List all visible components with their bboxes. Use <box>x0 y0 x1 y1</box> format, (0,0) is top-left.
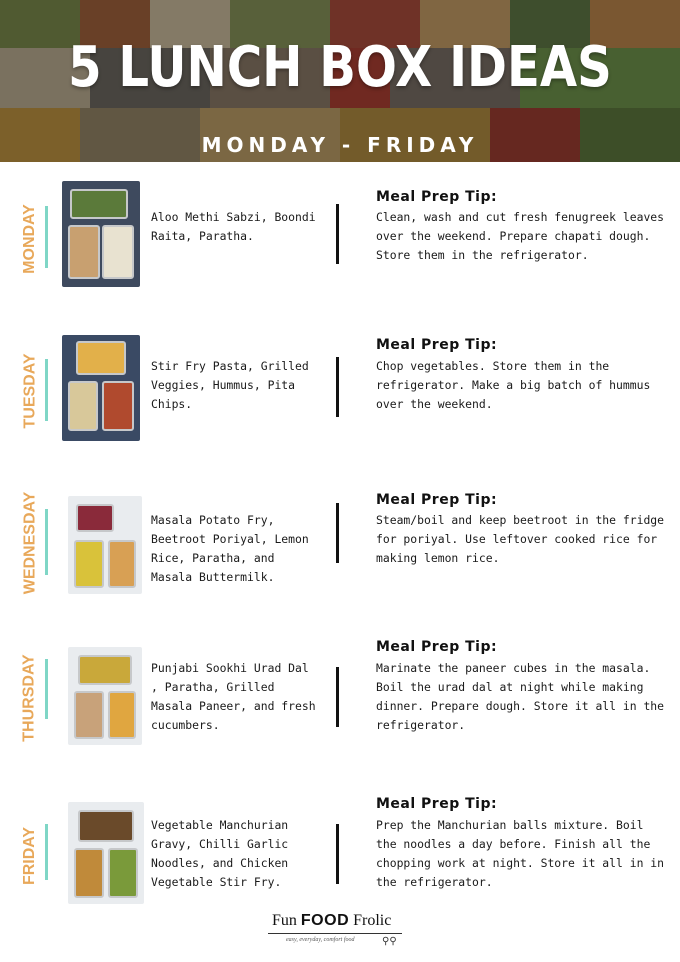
lunch-box-photo <box>68 647 142 745</box>
menu-text: Aloo Methi Sabzi, Boondi Raita, Paratha. <box>151 210 316 243</box>
day-row-monday <box>0 176 680 311</box>
day-row-friday <box>0 796 680 931</box>
tip-heading: Meal Prep Tip: <box>376 189 498 205</box>
day-row-tuesday <box>0 331 680 466</box>
brand-tagline: easy, everyday, comfort food <box>286 937 355 943</box>
menu-text: Stir Fry Pasta, Grilled Veggies, Hummus, Pita Chips. <box>151 359 309 411</box>
column-divider <box>336 667 339 727</box>
day-label: THURSDAY <box>21 654 39 742</box>
column-divider <box>336 824 339 884</box>
day-row-thursday <box>0 639 680 774</box>
tip-heading: Meal Prep Tip: <box>376 796 498 812</box>
day-row-wednesday <box>0 489 680 624</box>
day-label: TUESDAY <box>21 353 39 429</box>
accent-bar <box>45 659 48 719</box>
tip-text: Marinate the paneer cubes in the masala. Boil the urad dal at night while making dinner. Prepare dough. Store it all in the refrigerator. <box>376 661 665 732</box>
tip-heading: Meal Prep Tip: <box>376 639 498 655</box>
tip-text: Prep the Manchurian balls mixture. Boil the noodles a day before. Finish all the chopping work at night. Store it all in in the refrigerator. <box>376 818 665 889</box>
accent-bar <box>45 206 48 268</box>
tip-heading: Meal Prep Tip: <box>376 337 498 353</box>
lunch-box-photo <box>68 496 142 594</box>
brand-name: Fun FOOD Frolic <box>272 912 392 929</box>
menu-text: Masala Potato Fry, Beetroot Poriyal, Lemon Rice, Paratha, and Masala Buttermilk. <box>151 513 309 584</box>
lunch-box-photo <box>68 802 144 904</box>
utensils-icon: ⚲⚲ <box>382 936 397 947</box>
page-title: 5 LUNCH BOX IDEAS <box>68 35 612 100</box>
menu-text: Punjabi Sookhi Urad Dal , Paratha, Grilled Masala Paneer, and fresh cucumbers. <box>151 661 316 732</box>
accent-bar <box>45 359 48 421</box>
tip-heading: Meal Prep Tip: <box>376 492 498 508</box>
column-divider <box>336 204 339 264</box>
column-divider <box>336 503 339 563</box>
tip-text: Clean, wash and cut fresh fenugreek leaves over the weekend. Prepare chapati dough. Store them in the refrigerator. <box>376 210 665 262</box>
tip-text: Chop vegetables. Store them in the refrigerator. Make a big batch of hummus over the weekend. <box>376 359 651 411</box>
day-label: WEDNESDAY <box>21 491 39 595</box>
accent-bar <box>45 824 48 880</box>
menu-text: Vegetable Manchurian Gravy, Chilli Garlic Noodles, and Chicken Vegetable Stir Fry. <box>151 818 289 889</box>
lunch-box-photo <box>62 181 140 287</box>
accent-bar <box>45 509 48 575</box>
day-label: MONDAY <box>21 204 39 274</box>
header-banner <box>0 0 680 162</box>
logo-rule <box>268 933 402 934</box>
column-divider <box>336 357 339 417</box>
day-label: FRIDAY <box>21 826 38 886</box>
page-subtitle: MONDAY - FRIDAY <box>201 133 479 157</box>
brand-logo <box>268 912 408 952</box>
tip-text: Steam/boil and keep beetroot in the fridge for poriyal. Use leftover cooked rice for making lemon rice. <box>376 513 665 565</box>
lunch-box-photo <box>62 335 140 441</box>
